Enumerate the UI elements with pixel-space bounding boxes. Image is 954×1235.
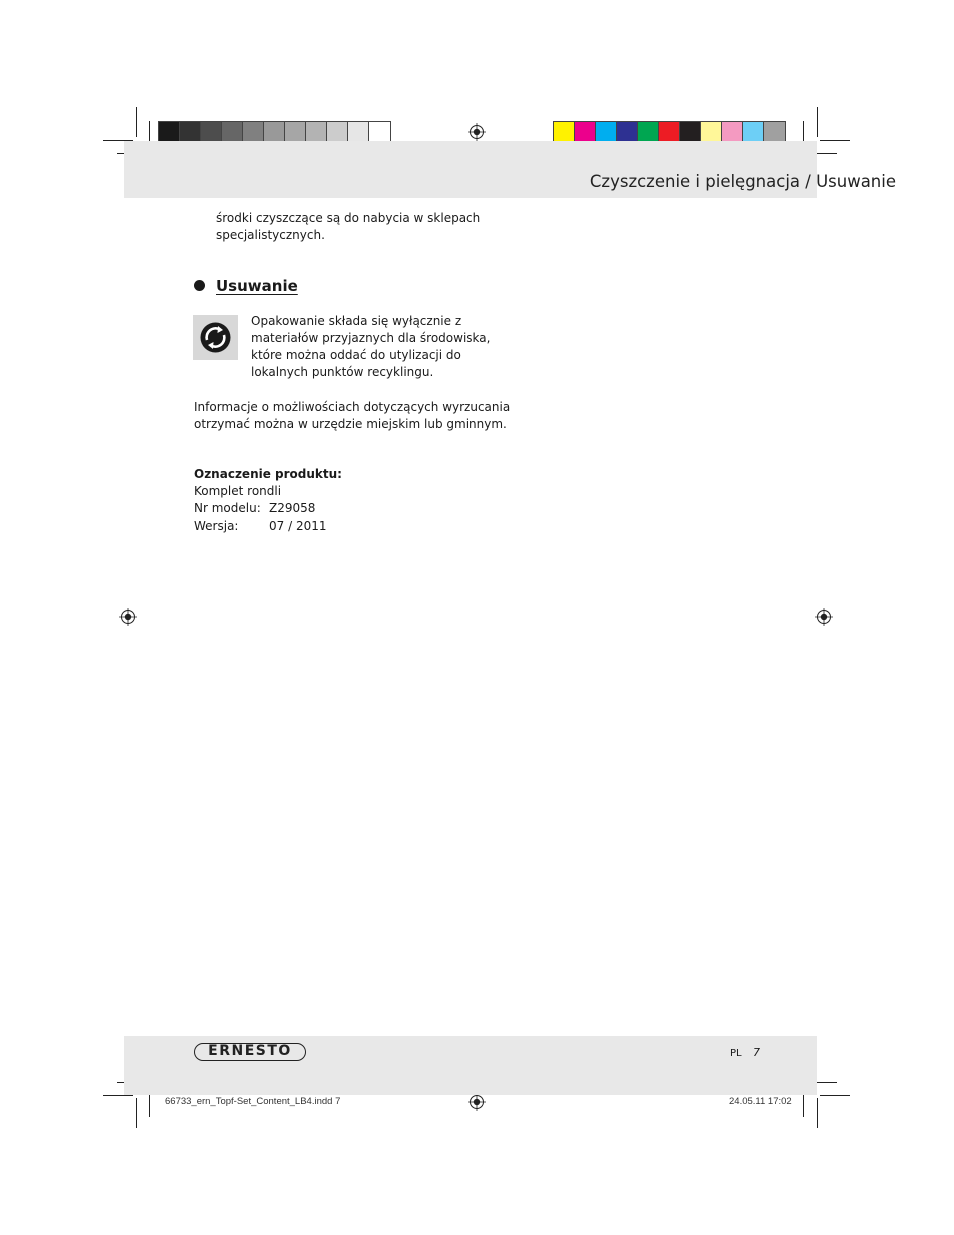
print-date: 24.05.11 17:02 xyxy=(729,1096,792,1107)
crop-mark xyxy=(817,153,837,154)
info-line: otrzymać można w urzędzie miejskim lub gminnym. xyxy=(194,417,507,431)
packaging-line: lokalnych punktów recyklingu. xyxy=(251,365,434,379)
file-name: 66733_ern_Topf-Set_Content_LB4.indd 7 xyxy=(165,1096,341,1107)
version-label: Wersja: xyxy=(194,519,239,533)
crop-mark xyxy=(817,107,818,137)
packaging-line: Opakowanie składa się wyłącznie z xyxy=(251,314,462,328)
registration-mark-icon xyxy=(815,608,833,626)
crop-mark xyxy=(136,107,137,137)
crop-mark xyxy=(817,1082,837,1083)
page-number: 7 xyxy=(753,1046,760,1059)
crop-mark xyxy=(136,1098,137,1128)
model-value: Z29058 xyxy=(269,501,316,515)
section-heading: Usuwanie xyxy=(216,277,298,295)
product-label: Oznaczenie produktu: xyxy=(194,467,342,481)
language-code: PL xyxy=(730,1048,742,1059)
crop-mark xyxy=(820,140,850,141)
registration-mark-icon xyxy=(468,1093,486,1111)
crop-mark xyxy=(817,1098,818,1128)
section-bullet xyxy=(194,280,205,291)
intro-line: środki czyszczące są do nabycia w sklepach xyxy=(216,211,481,225)
page-title: Czyszczenie i pielęgnacja / Usuwanie xyxy=(589,172,896,191)
product-name: Komplet rondli xyxy=(194,484,282,498)
crop-mark xyxy=(103,1095,133,1096)
green-dot-recycle-icon xyxy=(193,315,238,360)
registration-mark-icon xyxy=(468,123,486,141)
crop-mark xyxy=(803,1095,804,1117)
brand-logo: ERNESTO xyxy=(194,1043,306,1061)
info-line: Informacje o możliwościach dotyczących wyrzucania xyxy=(194,400,511,414)
crop-mark xyxy=(149,1095,150,1117)
model-label: Nr modelu: xyxy=(194,501,261,515)
crop-mark xyxy=(149,121,150,143)
crop-mark xyxy=(803,121,804,143)
registration-mark-icon xyxy=(119,608,137,626)
packaging-line: materiałów przyjaznych dla środowiska, xyxy=(251,331,491,345)
crop-mark xyxy=(820,1095,850,1096)
version-value: 07 / 2011 xyxy=(269,519,327,533)
packaging-line: które można oddać do utylizacji do xyxy=(251,348,461,362)
intro-line: specjalistycznych. xyxy=(216,228,325,242)
